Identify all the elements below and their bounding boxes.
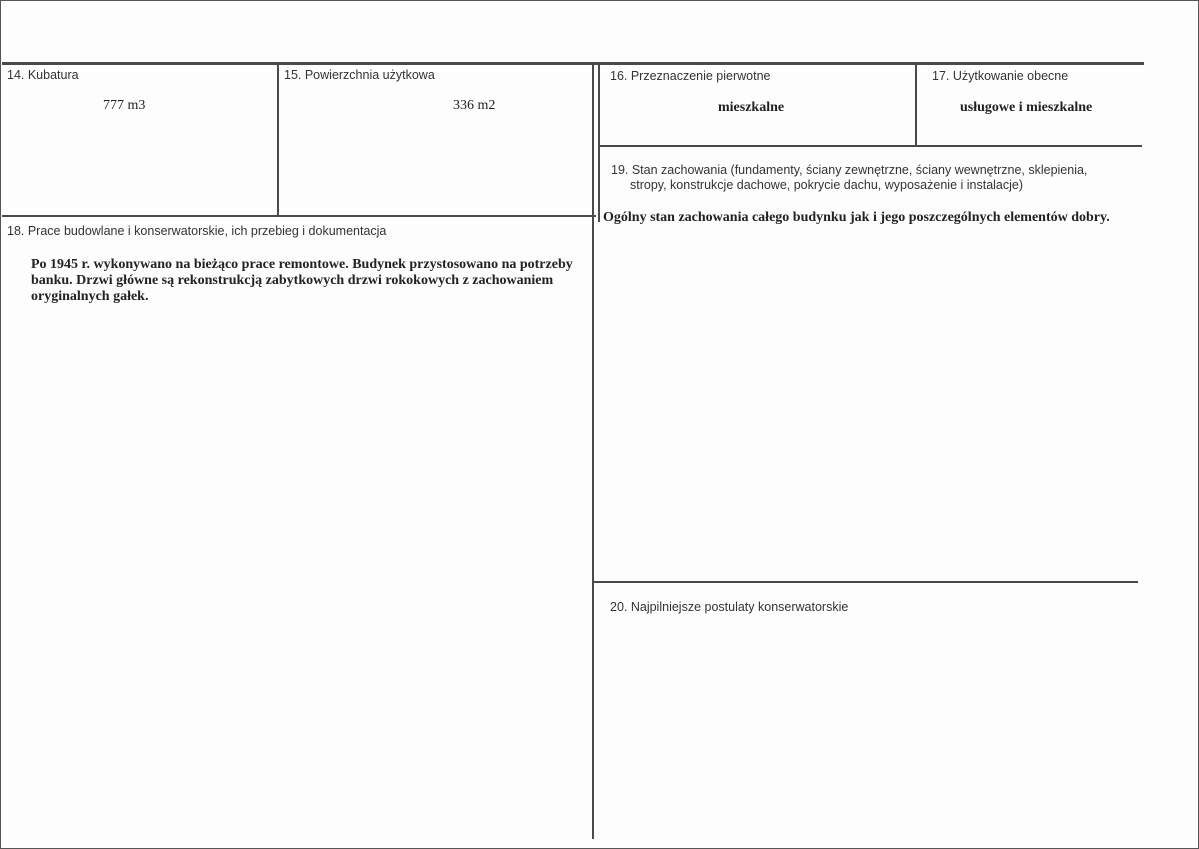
field-14-value: 777 m3 [103,98,146,113]
divider-16-left [598,64,600,222]
field-18-line: oryginalnych gałek. [31,289,149,304]
rule-above-18 [2,215,596,217]
field-18-value [31,257,591,305]
field-19-label-line-2: stropy, konstrukcje dachowe, pokrycie dachu, wyposażenie i instalacje) [630,178,1024,192]
field-16-value: mieszkalne [718,100,785,115]
field-19-label-line-1: 19. Stan zachowania (fundamenty, ściany zewnętrzne, ściany wewnętrzne, sklepienia, [611,163,1088,177]
center-divider [592,64,594,839]
top-rule [2,62,1144,65]
field-15-value: 336 m2 [453,98,496,113]
field-14-label: 14. Kubatura [7,68,79,82]
divider-14-15 [277,64,279,215]
field-18-line: banku. Drzwi główne są rekonstrukcją zabytkowych drzwi rokokowych z zachowaniem [31,273,554,288]
divider-16-17 [915,64,917,146]
field-17-value: usługowe i mieszkalne [960,100,1093,115]
field-15-label: 15. Powierzchnia użytkowa [284,68,435,82]
field-20-label: 20. Najpilniejsze postulaty konserwatorskie [610,600,849,614]
field-18-label: 18. Prace budowlane i konserwatorskie, ich przebieg i dokumentacja [7,224,387,238]
rule-under-16-17 [598,145,1142,147]
rule-above-20 [594,581,1138,583]
field-19-value: Ogólny stan zachowania całego budynku jak i jego poszczególnych elementów dobry. [603,210,1110,225]
field-17-label: 17. Użytkowanie obecne [932,69,1069,83]
field-16-label: 16. Przeznaczenie pierwotne [610,69,771,83]
field-18-line: Po 1945 r. wykonywano na bieżąco prace remontowe. Budynek przystosowano na potrzeby [31,257,573,272]
